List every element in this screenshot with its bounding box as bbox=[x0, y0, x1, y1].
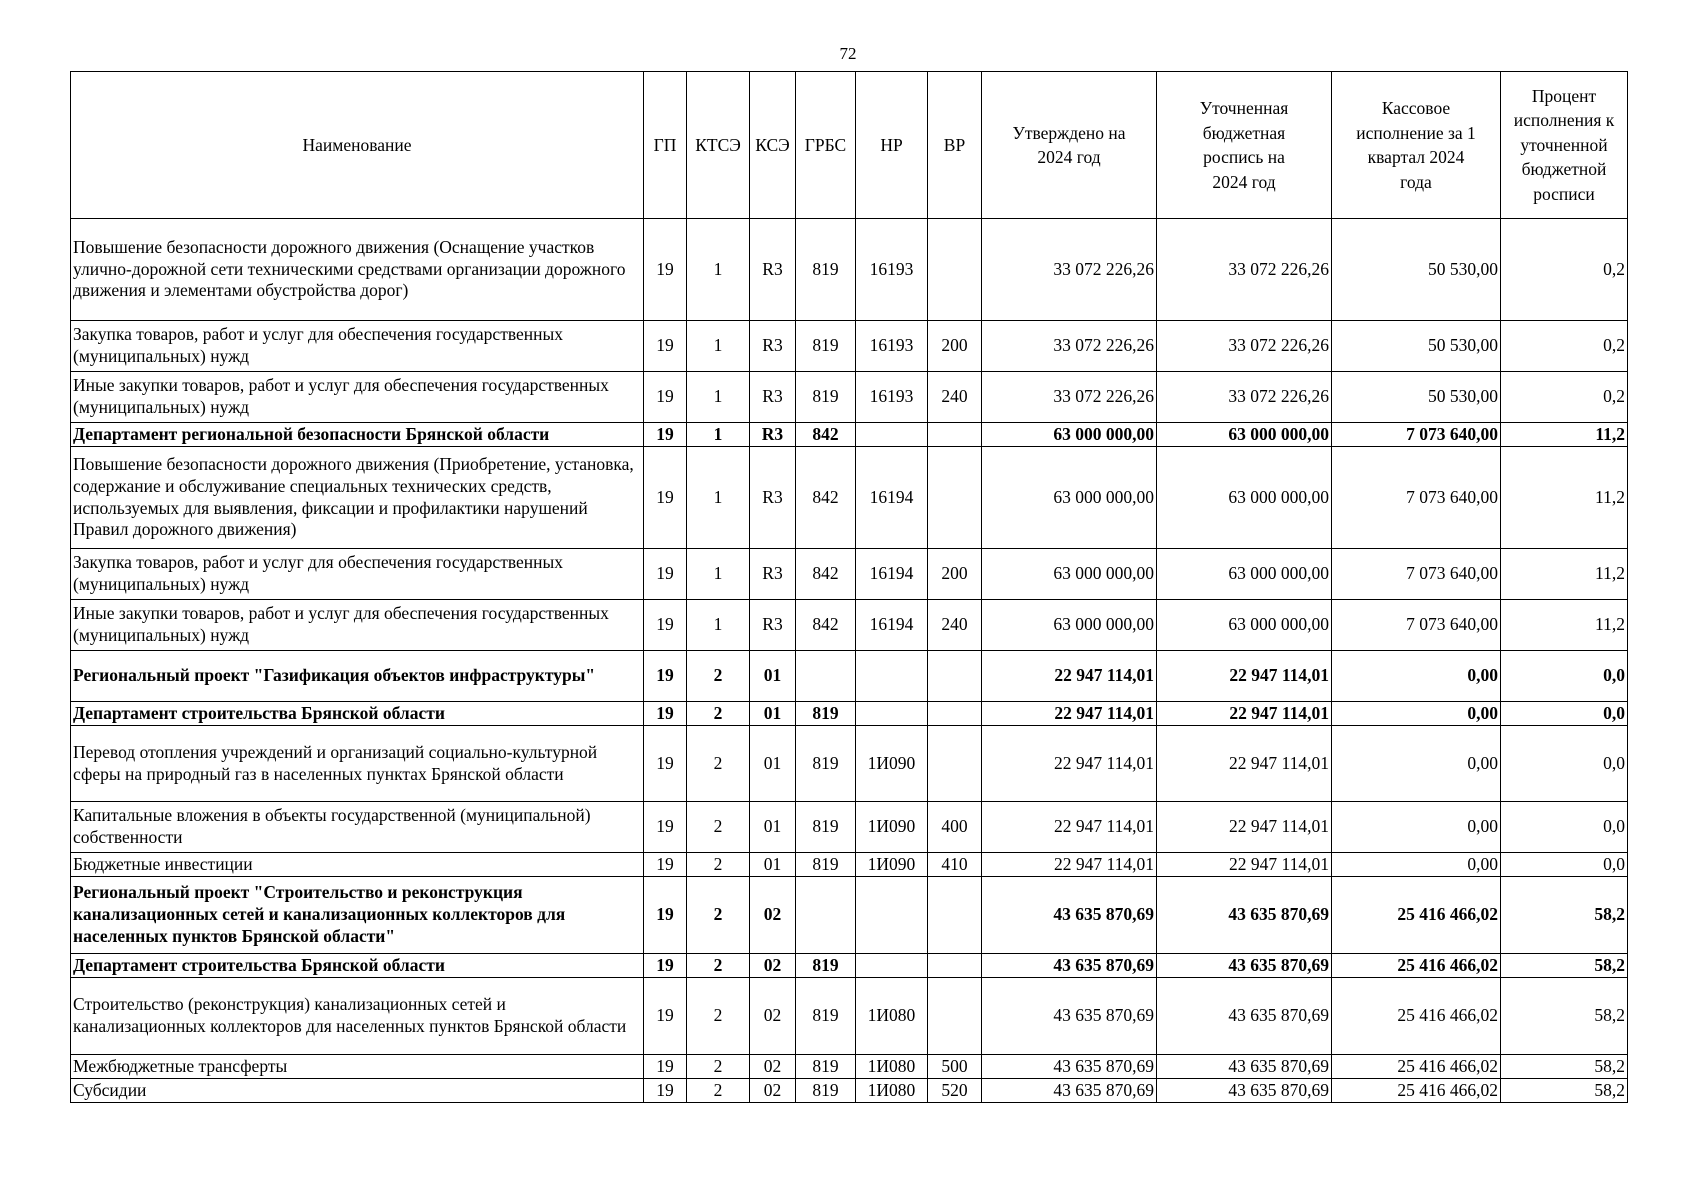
row-approved: 43 635 870,69 bbox=[982, 1079, 1157, 1103]
row-vr bbox=[928, 651, 982, 702]
row-ktse: 1 bbox=[687, 600, 750, 651]
row-nr: 1И080 bbox=[856, 978, 928, 1055]
row-approved: 33 072 226,26 bbox=[982, 321, 1157, 372]
row-vr bbox=[928, 702, 982, 726]
row-nr: 16193 bbox=[856, 372, 928, 423]
row-percent: 0,0 bbox=[1501, 853, 1628, 877]
row-approved: 63 000 000,00 bbox=[982, 423, 1157, 447]
row-vr: 400 bbox=[928, 802, 982, 853]
table-row bbox=[71, 447, 1628, 549]
row-refined: 22 947 114,01 bbox=[1157, 702, 1332, 726]
row-kse: 02 bbox=[750, 877, 796, 954]
row-nr bbox=[856, 702, 928, 726]
row-gp: 19 bbox=[644, 219, 687, 321]
row-approved: 63 000 000,00 bbox=[982, 549, 1157, 600]
row-gp: 19 bbox=[644, 321, 687, 372]
row-name: Капитальные вложения в объекты государственной (муниципальной) собственности bbox=[71, 802, 644, 853]
row-name: Повышение безопасности дорожного движения (Оснащение участков улично-дорожной сети техническими средствами организации дорожного движения и элементами обустройства дорог) bbox=[71, 219, 644, 321]
row-grbs: 819 bbox=[796, 702, 856, 726]
row-nr: 16194 bbox=[856, 447, 928, 549]
row-vr bbox=[928, 447, 982, 549]
row-percent: 0,2 bbox=[1501, 321, 1628, 372]
row-grbs: 819 bbox=[796, 954, 856, 978]
row-refined: 43 635 870,69 bbox=[1157, 1079, 1332, 1103]
row-percent: 58,2 bbox=[1501, 954, 1628, 978]
row-vr: 200 bbox=[928, 549, 982, 600]
row-gp: 19 bbox=[644, 877, 687, 954]
page-number-text: 72 bbox=[839, 44, 857, 63]
table-row bbox=[71, 600, 1628, 651]
row-grbs: 819 bbox=[796, 802, 856, 853]
row-approved: 22 947 114,01 bbox=[982, 651, 1157, 702]
row-name: Региональный проект "Газификация объектов инфраструктуры" bbox=[71, 651, 644, 702]
row-grbs: 819 bbox=[796, 853, 856, 877]
table-row bbox=[71, 877, 1628, 954]
table-row bbox=[71, 549, 1628, 600]
row-gp: 19 bbox=[644, 651, 687, 702]
row-grbs bbox=[796, 651, 856, 702]
row-cash: 0,00 bbox=[1332, 853, 1501, 877]
row-nr: 1И080 bbox=[856, 1055, 928, 1079]
table-row bbox=[71, 651, 1628, 702]
row-refined: 22 947 114,01 bbox=[1157, 651, 1332, 702]
row-kse: 01 bbox=[750, 802, 796, 853]
table-row bbox=[71, 372, 1628, 423]
row-ktse: 2 bbox=[687, 1079, 750, 1103]
row-name: Закупка товаров, работ и услуг для обеспечения государственных (муниципальных) нужд bbox=[71, 549, 644, 600]
row-refined: 63 000 000,00 bbox=[1157, 600, 1332, 651]
row-ktse: 1 bbox=[687, 321, 750, 372]
row-nr: 1И090 bbox=[856, 802, 928, 853]
header-percent: Процент исполнения к уточненной бюджетной росписи bbox=[1501, 72, 1628, 219]
row-nr: 16194 bbox=[856, 549, 928, 600]
row-grbs: 842 bbox=[796, 423, 856, 447]
row-grbs: 842 bbox=[796, 447, 856, 549]
table-row bbox=[71, 1055, 1628, 1079]
row-ktse: 1 bbox=[687, 372, 750, 423]
row-ktse: 1 bbox=[687, 549, 750, 600]
row-cash: 7 073 640,00 bbox=[1332, 423, 1501, 447]
row-approved: 33 072 226,26 bbox=[982, 372, 1157, 423]
row-vr bbox=[928, 877, 982, 954]
row-gp: 19 bbox=[644, 447, 687, 549]
row-vr: 200 bbox=[928, 321, 982, 372]
header-row bbox=[71, 72, 1628, 219]
row-name: Департамент региональной безопасности Брянской области bbox=[71, 423, 644, 447]
row-percent: 58,2 bbox=[1501, 978, 1628, 1055]
row-name: Повышение безопасности дорожного движения (Приобретение, установка, содержание и обслуживание специальных технических средств, используемых для выявления, фиксации и профилактики нарушений Правил дорожного движения) bbox=[71, 447, 644, 549]
row-cash: 25 416 466,02 bbox=[1332, 1055, 1501, 1079]
row-percent: 58,2 bbox=[1501, 1055, 1628, 1079]
row-percent: 0,0 bbox=[1501, 651, 1628, 702]
header-vr: ВР bbox=[928, 72, 982, 219]
table-row bbox=[71, 321, 1628, 372]
row-percent: 0,0 bbox=[1501, 702, 1628, 726]
row-nr: 16194 bbox=[856, 600, 928, 651]
row-name: Иные закупки товаров, работ и услуг для обеспечения государственных (муниципальных) нужд bbox=[71, 600, 644, 651]
table-row bbox=[71, 954, 1628, 978]
header-refined: Уточненная бюджетная роспись на 2024 год bbox=[1157, 72, 1332, 219]
row-ktse: 1 bbox=[687, 423, 750, 447]
row-vr bbox=[928, 954, 982, 978]
row-name: Департамент строительства Брянской области bbox=[71, 702, 644, 726]
row-vr bbox=[928, 978, 982, 1055]
row-kse: R3 bbox=[750, 549, 796, 600]
row-percent: 11,2 bbox=[1501, 600, 1628, 651]
row-cash: 50 530,00 bbox=[1332, 321, 1501, 372]
row-refined: 33 072 226,26 bbox=[1157, 321, 1332, 372]
row-ktse: 2 bbox=[687, 877, 750, 954]
row-kse: R3 bbox=[750, 447, 796, 549]
row-cash: 0,00 bbox=[1332, 726, 1501, 802]
row-approved: 43 635 870,69 bbox=[982, 1055, 1157, 1079]
row-gp: 19 bbox=[644, 600, 687, 651]
header-approved: Утверждено на 2024 год bbox=[982, 72, 1157, 219]
row-gp: 19 bbox=[644, 978, 687, 1055]
row-ktse: 2 bbox=[687, 978, 750, 1055]
row-vr: 240 bbox=[928, 372, 982, 423]
row-percent: 0,0 bbox=[1501, 802, 1628, 853]
row-name: Бюджетные инвестиции bbox=[71, 853, 644, 877]
row-kse: 01 bbox=[750, 702, 796, 726]
row-nr: 16193 bbox=[856, 321, 928, 372]
row-approved: 22 947 114,01 bbox=[982, 853, 1157, 877]
row-percent: 58,2 bbox=[1501, 1079, 1628, 1103]
row-cash: 7 073 640,00 bbox=[1332, 447, 1501, 549]
row-refined: 43 635 870,69 bbox=[1157, 877, 1332, 954]
row-nr: 1И090 bbox=[856, 853, 928, 877]
row-cash: 7 073 640,00 bbox=[1332, 549, 1501, 600]
row-grbs: 819 bbox=[796, 321, 856, 372]
row-gp: 19 bbox=[644, 423, 687, 447]
row-ktse: 1 bbox=[687, 447, 750, 549]
row-cash: 0,00 bbox=[1332, 651, 1501, 702]
row-gp: 19 bbox=[644, 802, 687, 853]
row-vr: 410 bbox=[928, 853, 982, 877]
row-grbs: 842 bbox=[796, 549, 856, 600]
row-name: Субсидии bbox=[71, 1079, 644, 1103]
row-approved: 43 635 870,69 bbox=[982, 978, 1157, 1055]
row-approved: 43 635 870,69 bbox=[982, 877, 1157, 954]
row-refined: 33 072 226,26 bbox=[1157, 372, 1332, 423]
table-row bbox=[71, 853, 1628, 877]
header-ktse: КТСЭ bbox=[687, 72, 750, 219]
row-refined: 43 635 870,69 bbox=[1157, 978, 1332, 1055]
row-percent: 11,2 bbox=[1501, 549, 1628, 600]
row-approved: 22 947 114,01 bbox=[982, 702, 1157, 726]
row-vr bbox=[928, 423, 982, 447]
row-refined: 63 000 000,00 bbox=[1157, 447, 1332, 549]
row-refined: 22 947 114,01 bbox=[1157, 853, 1332, 877]
row-refined: 22 947 114,01 bbox=[1157, 726, 1332, 802]
row-kse: R3 bbox=[750, 372, 796, 423]
row-gp: 19 bbox=[644, 853, 687, 877]
table-row bbox=[71, 726, 1628, 802]
row-cash: 0,00 bbox=[1332, 702, 1501, 726]
row-ktse: 2 bbox=[687, 802, 750, 853]
row-kse: 02 bbox=[750, 954, 796, 978]
row-kse: 01 bbox=[750, 726, 796, 802]
row-cash: 25 416 466,02 bbox=[1332, 954, 1501, 978]
row-nr bbox=[856, 877, 928, 954]
row-kse: R3 bbox=[750, 321, 796, 372]
row-approved: 33 072 226,26 bbox=[982, 219, 1157, 321]
row-ktse: 2 bbox=[687, 954, 750, 978]
row-approved: 63 000 000,00 bbox=[982, 600, 1157, 651]
row-grbs: 819 bbox=[796, 726, 856, 802]
row-nr: 1И080 bbox=[856, 1079, 928, 1103]
row-name: Региональный проект "Строительство и реконструкция канализационных сетей и канализационных коллекторов для населенных пунктов Брянской области" bbox=[71, 877, 644, 954]
row-ktse: 2 bbox=[687, 1055, 750, 1079]
row-gp: 19 bbox=[644, 372, 687, 423]
row-refined: 43 635 870,69 bbox=[1157, 1055, 1332, 1079]
row-gp: 19 bbox=[644, 702, 687, 726]
row-ktse: 2 bbox=[687, 726, 750, 802]
row-refined: 63 000 000,00 bbox=[1157, 549, 1332, 600]
row-grbs: 819 bbox=[796, 219, 856, 321]
row-cash: 25 416 466,02 bbox=[1332, 1079, 1501, 1103]
row-grbs: 819 bbox=[796, 372, 856, 423]
row-ktse: 1 bbox=[687, 219, 750, 321]
row-kse: R3 bbox=[750, 423, 796, 447]
row-name: Перевод отопления учреждений и организаций социально-культурной сферы на природный газ в населенных пунктах Брянской области bbox=[71, 726, 644, 802]
row-cash: 0,00 bbox=[1332, 802, 1501, 853]
row-percent: 58,2 bbox=[1501, 877, 1628, 954]
row-gp: 19 bbox=[644, 1079, 687, 1103]
header-grbs: ГРБС bbox=[796, 72, 856, 219]
row-cash: 50 530,00 bbox=[1332, 219, 1501, 321]
header-nr: НР bbox=[856, 72, 928, 219]
row-name: Закупка товаров, работ и услуг для обеспечения государственных (муниципальных) нужд bbox=[71, 321, 644, 372]
row-nr bbox=[856, 651, 928, 702]
row-percent: 11,2 bbox=[1501, 447, 1628, 549]
row-refined: 22 947 114,01 bbox=[1157, 802, 1332, 853]
row-kse: R3 bbox=[750, 600, 796, 651]
row-nr bbox=[856, 423, 928, 447]
row-gp: 19 bbox=[644, 1055, 687, 1079]
row-gp: 19 bbox=[644, 549, 687, 600]
header-name: Наименование bbox=[71, 72, 644, 219]
row-approved: 43 635 870,69 bbox=[982, 954, 1157, 978]
row-refined: 33 072 226,26 bbox=[1157, 219, 1332, 321]
row-approved: 22 947 114,01 bbox=[982, 726, 1157, 802]
table-row bbox=[71, 802, 1628, 853]
row-refined: 43 635 870,69 bbox=[1157, 954, 1332, 978]
row-vr bbox=[928, 726, 982, 802]
row-ktse: 2 bbox=[687, 651, 750, 702]
table-row bbox=[71, 978, 1628, 1055]
row-cash: 7 073 640,00 bbox=[1332, 600, 1501, 651]
row-name: Департамент строительства Брянской области bbox=[71, 954, 644, 978]
row-percent: 11,2 bbox=[1501, 423, 1628, 447]
row-vr bbox=[928, 219, 982, 321]
row-vr: 500 bbox=[928, 1055, 982, 1079]
row-grbs: 819 bbox=[796, 978, 856, 1055]
row-ktse: 2 bbox=[687, 702, 750, 726]
row-kse: 01 bbox=[750, 651, 796, 702]
budget-table bbox=[70, 71, 1628, 1103]
table-row bbox=[71, 423, 1628, 447]
row-cash: 50 530,00 bbox=[1332, 372, 1501, 423]
row-cash: 25 416 466,02 bbox=[1332, 877, 1501, 954]
row-vr: 520 bbox=[928, 1079, 982, 1103]
row-percent: 0,2 bbox=[1501, 372, 1628, 423]
header-cash: Кассовое исполнение за 1 квартал 2024 года bbox=[1332, 72, 1501, 219]
row-kse: 01 bbox=[750, 853, 796, 877]
row-nr bbox=[856, 954, 928, 978]
row-cash: 25 416 466,02 bbox=[1332, 978, 1501, 1055]
table-row bbox=[71, 219, 1628, 321]
row-nr: 1И090 bbox=[856, 726, 928, 802]
row-percent: 0,2 bbox=[1501, 219, 1628, 321]
header-gp: ГП bbox=[644, 72, 687, 219]
row-approved: 63 000 000,00 bbox=[982, 447, 1157, 549]
row-name: Строительство (реконструкция) канализационных сетей и канализационных коллекторов для населенных пунктов Брянской области bbox=[71, 978, 644, 1055]
row-percent: 0,0 bbox=[1501, 726, 1628, 802]
row-gp: 19 bbox=[644, 954, 687, 978]
table-row bbox=[71, 702, 1628, 726]
row-name: Иные закупки товаров, работ и услуг для обеспечения государственных (муниципальных) нужд bbox=[71, 372, 644, 423]
row-grbs: 842 bbox=[796, 600, 856, 651]
row-ktse: 2 bbox=[687, 853, 750, 877]
row-gp: 19 bbox=[644, 726, 687, 802]
row-vr: 240 bbox=[928, 600, 982, 651]
table-body bbox=[71, 219, 1628, 1103]
page-number bbox=[0, 44, 1686, 64]
row-grbs: 819 bbox=[796, 1055, 856, 1079]
table-row bbox=[71, 1079, 1628, 1103]
row-nr: 16193 bbox=[856, 219, 928, 321]
row-approved: 22 947 114,01 bbox=[982, 802, 1157, 853]
row-grbs bbox=[796, 877, 856, 954]
row-kse: 02 bbox=[750, 978, 796, 1055]
row-kse: R3 bbox=[750, 219, 796, 321]
header-kse: КСЭ bbox=[750, 72, 796, 219]
row-grbs: 819 bbox=[796, 1079, 856, 1103]
row-kse: 02 bbox=[750, 1055, 796, 1079]
row-name: Межбюджетные трансферты bbox=[71, 1055, 644, 1079]
row-refined: 63 000 000,00 bbox=[1157, 423, 1332, 447]
row-kse: 02 bbox=[750, 1079, 796, 1103]
